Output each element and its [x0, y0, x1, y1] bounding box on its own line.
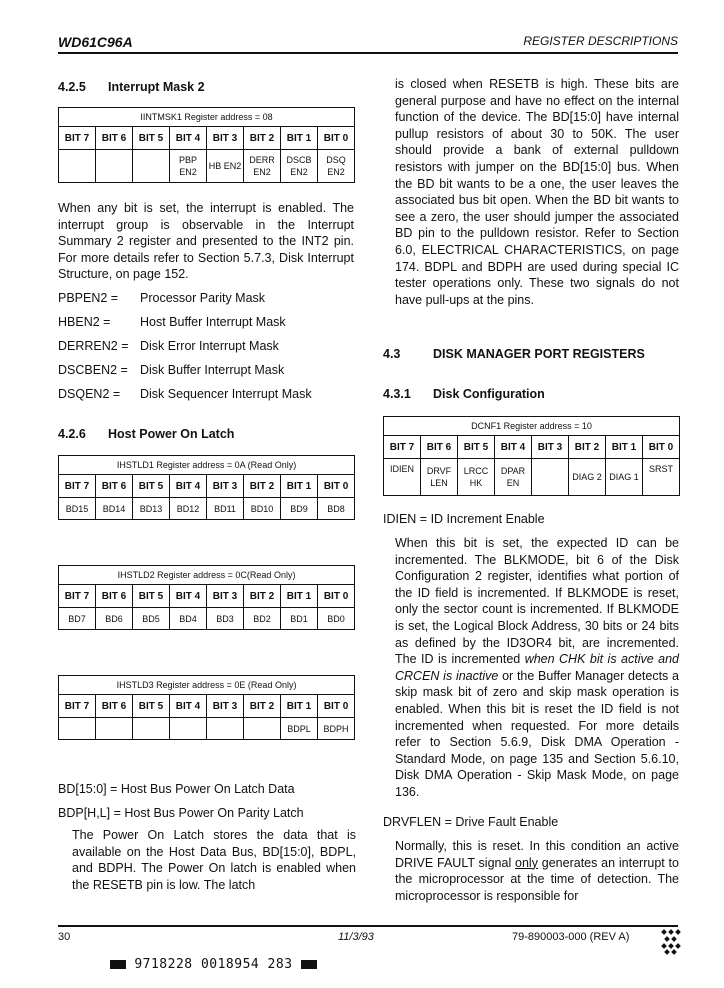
drvflen-text: Normally, this is reset. In this condition an active DRIVE FAULT signal — [395, 839, 679, 870]
value-cell: DIAG 2 — [569, 459, 606, 496]
scan-barcode — [110, 957, 317, 972]
definition-row — [58, 338, 358, 354]
value-cell: DSCB EN2 — [281, 150, 318, 183]
value-cell: BD10 — [244, 498, 281, 520]
definition-value: Disk Sequencer Interrupt Mask — [140, 387, 312, 401]
value-cell: DIAG 1 — [606, 459, 643, 496]
section-number: 4.2.6 — [58, 427, 86, 441]
bit-cell: BIT 1 — [281, 475, 318, 498]
section-title: DISK MANAGER PORT REGISTERS — [433, 347, 645, 361]
drvflen-underline: only — [515, 855, 538, 870]
header-rule — [58, 52, 678, 54]
wd-logo-icon — [660, 928, 682, 956]
bit-cell: BIT 3 — [532, 436, 569, 459]
definition-key: PBPEN2 = — [58, 291, 119, 305]
document-title: WD61C96A — [58, 34, 133, 50]
section-4-2-6-heading — [58, 427, 234, 441]
value-cell: DERR EN2 — [244, 150, 281, 183]
hstld2-register-table — [58, 565, 355, 630]
section-header: REGISTER DESCRIPTIONS — [523, 34, 678, 48]
register-caption: IHSTLD1 Register address = 0A (Read Only) — [59, 456, 355, 475]
value-cell: BD13 — [133, 498, 170, 520]
hstld3-register-table — [58, 675, 355, 740]
barcode-block-right — [301, 960, 317, 969]
value-cell — [59, 150, 96, 183]
section-title: Disk Configuration — [433, 387, 545, 401]
drvflen-text: generates an interrupt to the microprocessor at the time of detection. The microprocessor is responsible for — [395, 855, 679, 903]
drvflen-definition: DRVFLEN = Drive Fault Enable — [383, 815, 559, 829]
bit-cell: BIT 7 — [59, 127, 96, 150]
idien-emphasis: when CHK bit is active and CRCEN is inactive — [395, 652, 679, 683]
bit-cell: BIT 4 — [170, 695, 207, 718]
bit-cell: BIT 2 — [569, 436, 606, 459]
value-cell: BDPH — [318, 718, 355, 740]
bit-cell: BIT 4 — [170, 475, 207, 498]
section-4-2-5-heading — [58, 80, 205, 94]
idien-text: When this bit is set, the expected ID can be incremented. The BLKMODE, bit 6 of the Disk Configuration 2 register, identifies what portion of the ID field is incremented. If BLKMODE is reset, only the sector count is incremented. If BLKMODE is set, the Logical Block Address, 30 bits or 24 bits as defined by the ID3OR4 bit, are incremented. The ID is incremented — [395, 536, 679, 667]
value-cell: BDPL — [281, 718, 318, 740]
bit-cell: BIT 5 — [458, 436, 495, 459]
value-cell — [133, 718, 170, 740]
bit-cell: BIT 0 — [318, 585, 355, 608]
definition-row — [58, 362, 358, 378]
bit-cell: BIT 3 — [207, 127, 244, 150]
value-cell: BD6 — [96, 608, 133, 630]
value-cell — [96, 718, 133, 740]
value-cell: DPAR EN — [495, 459, 532, 496]
hstld1-register-table — [58, 455, 355, 520]
value-cell — [96, 150, 133, 183]
value-cell: DRVF LEN — [421, 459, 458, 496]
section-4-3-heading — [383, 347, 645, 361]
value-cell: BD4 — [170, 608, 207, 630]
bit-cell: BIT 2 — [244, 475, 281, 498]
register-caption: IHSTLD2 Register address = 0C(Read Only) — [59, 566, 355, 585]
definition-value: Host Buffer Interrupt Mask — [140, 315, 286, 329]
value-cell: BD11 — [207, 498, 244, 520]
document-number: 79-890003-000 (REV A) — [512, 931, 630, 943]
idien-description — [395, 535, 679, 801]
definition-value: Disk Error Interrupt Mask — [140, 339, 279, 353]
barcode-text: 9718228 0018954 283 — [134, 957, 293, 972]
bit-cell: BIT 5 — [133, 127, 170, 150]
bit-cell: BIT 1 — [281, 585, 318, 608]
value-cell — [170, 718, 207, 740]
power-on-latch-continued: is closed when RESETB is high. These bits are general purpose and have no effect on the internal function of the device. The BD[15:0] have internal pullup resistors of about 30 to 50K. The user should provide a bank of external pulldown resistors with jumper on the BD[15:0] bus. When the BD bit wants to be a one, the user leaves the associated bus bit open. When the BD bit wants to see a zero, the user should jumper the associated BD pin to the pulldown resistor. Refer to Section 6.0, ELECTRICAL CHARACTERISTICS, on page 174. BDPL and BDPH are used during special IC tester operations only. These two signals do not have pull-ups at the pins. — [395, 77, 679, 307]
drvflen-description — [395, 838, 679, 904]
value-cell: HB EN2 — [207, 150, 244, 183]
value-cell — [244, 718, 281, 740]
register-caption: DCNF1 Register address = 10 — [384, 417, 680, 436]
value-cell: BD7 — [59, 608, 96, 630]
idien-definition: IDIEN = ID Increment Enable — [383, 512, 545, 526]
register-caption: IINTMSK1 Register address = 08 — [59, 108, 355, 127]
bit-cell: BIT 6 — [96, 695, 133, 718]
intmsk-register-table — [58, 107, 355, 183]
definition-row — [58, 314, 358, 330]
bit-cell: BIT 2 — [244, 585, 281, 608]
bit-cell: BIT 0 — [643, 436, 680, 459]
bit-cell: BIT 2 — [244, 127, 281, 150]
bit-cell: BIT 1 — [281, 127, 318, 150]
page-number: 30 — [58, 931, 71, 943]
power-on-latch-description: The Power On Latch stores the data that is available on the Host Data Bus, BD[15:0], BDPL, and BDPH. The Power On latch is enabled when the RESETB pin is low. The latch — [72, 828, 356, 892]
footer-rule — [58, 925, 678, 927]
bit-cell: BIT 6 — [96, 475, 133, 498]
value-cell: PBP EN2 — [170, 150, 207, 183]
bit-cell: BIT 7 — [59, 585, 96, 608]
bit-cell: BIT 0 — [318, 127, 355, 150]
bit-cell: BIT 7 — [384, 436, 421, 459]
value-cell: BD0 — [318, 608, 355, 630]
barcode-block-left — [110, 960, 126, 969]
value-cell — [59, 718, 96, 740]
section-4-3-1-heading — [383, 387, 545, 401]
section-number: 4.3 — [383, 347, 401, 361]
register-caption: IHSTLD3 Register address = 0E (Read Only) — [59, 676, 355, 695]
bit-cell: BIT 7 — [59, 695, 96, 718]
value-cell: BD5 — [133, 608, 170, 630]
bit-cell: BIT 5 — [133, 475, 170, 498]
value-cell — [133, 150, 170, 183]
value-cell: BD8 — [318, 498, 355, 520]
bit-cell: BIT 3 — [207, 475, 244, 498]
bit-cell: BIT 1 — [606, 436, 643, 459]
bit-cell: BIT 4 — [170, 127, 207, 150]
definition-value: Processor Parity Mask — [140, 291, 266, 305]
bit-cell: BIT 7 — [59, 475, 96, 498]
value-cell — [207, 718, 244, 740]
intmsk-definitions — [58, 290, 358, 402]
bit-cell: BIT 6 — [421, 436, 458, 459]
value-cell — [532, 459, 569, 496]
footer-date: 11/3/93 — [338, 931, 374, 943]
value-cell: BD1 — [281, 608, 318, 630]
bit-cell: BIT 5 — [133, 585, 170, 608]
definition-row — [58, 386, 358, 402]
definition-key: HBEN2 = — [58, 315, 111, 329]
section-number: 4.3.1 — [383, 387, 411, 401]
definition-row — [58, 290, 358, 306]
value-cell: BD15 — [59, 498, 96, 520]
definition-key: DSQEN2 = — [58, 387, 121, 401]
bit-cell: BIT 0 — [318, 695, 355, 718]
bit-cell: BIT 4 — [170, 585, 207, 608]
section-title: Host Power On Latch — [108, 427, 235, 441]
bdp-definition: BDP[H,L] = Host Bus Power On Parity Latch — [58, 806, 304, 820]
intmsk-description: When any bit is set, the interrupt is enabled. The interrupt group is observable in the Interrupt Summary 2 register and presented to the INT2 pin. For more details refer to Section 5.7.3, Disk Interrupt Structure, on page 152. — [58, 201, 354, 282]
bit-cell: BIT 1 — [281, 695, 318, 718]
bit-cell: BIT 6 — [96, 585, 133, 608]
section-number: 4.2.5 — [58, 80, 86, 94]
bit-cell: BIT 6 — [96, 127, 133, 150]
value-cell: LRCC HK — [458, 459, 495, 496]
value-cell: BD9 — [281, 498, 318, 520]
definition-value: Disk Buffer Interrupt Mask — [140, 363, 285, 377]
bit-cell: BIT 0 — [318, 475, 355, 498]
definition-key: DSCBEN2 = — [58, 363, 128, 377]
bit-cell: BIT 3 — [207, 585, 244, 608]
value-cell: BD2 — [244, 608, 281, 630]
value-cell: BD12 — [170, 498, 207, 520]
value-cell: SRST — [643, 459, 680, 496]
idien-text: or the Buffer Manager detects a skip mask bit of zero and skip mask operation is enabled. When this bit is reset the ID field is not incremented when requested. For more details refer to Section 5.6.9, Disk DMA Operation - Standard Mode, on page 135 and Section 5.6.10, Disk DMA Operation - Skip Mask Mode, on page 136. — [395, 668, 679, 799]
bd-definition: BD[15:0] = Host Bus Power On Latch Data — [58, 782, 295, 796]
value-cell: BD3 — [207, 608, 244, 630]
value-cell: BD14 — [96, 498, 133, 520]
value-cell: IDIEN — [384, 459, 421, 496]
dcnf1-register-table — [383, 416, 680, 496]
section-title: Interrupt Mask 2 — [108, 80, 205, 94]
bit-cell: BIT 3 — [207, 695, 244, 718]
bit-cell: BIT 5 — [133, 695, 170, 718]
value-cell: DSQ EN2 — [318, 150, 355, 183]
bit-cell: BIT 4 — [495, 436, 532, 459]
bit-cell: BIT 2 — [244, 695, 281, 718]
definition-key: DERREN2 = — [58, 339, 129, 353]
